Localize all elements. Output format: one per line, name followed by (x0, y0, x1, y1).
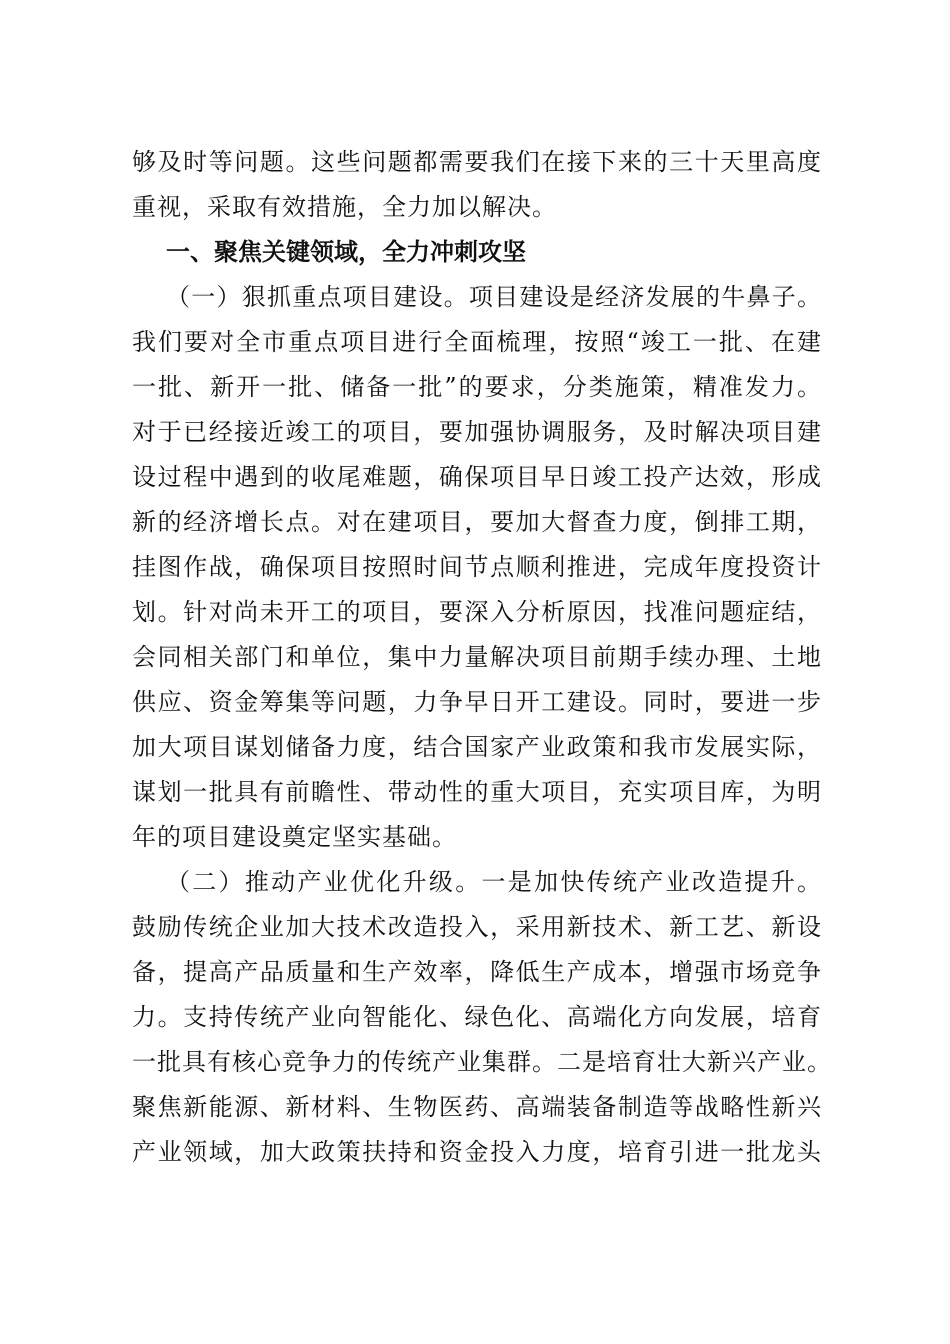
text-line: 够及时等问题。这些问题都需要我们在接下来的三十天里高度 (132, 148, 822, 176)
text-line: 一批具有核心竞争力的传统产业集群。二是培育壮大新兴产业。 (132, 1048, 832, 1076)
text-line: （一）狠抓重点项目建设。项目建设是经济发展的牛鼻子。 (166, 283, 822, 311)
text-line: 谋划一批具有前瞻性、带动性的重大项目，充实项目库，为明 (132, 778, 822, 806)
text-line: 挂图作战，确保项目按照时间节点顺利推进，完成年度投资计 (132, 553, 822, 581)
text-line: 年的项目建设奠定坚实基础。 (132, 823, 457, 851)
text-line: 设过程中遇到的收尾难题，确保项目早日竣工投产达效，形成 (132, 463, 822, 491)
text-line: 重视，采取有效措施，全力加以解决。 (132, 193, 557, 221)
text-line: （二）推动产业优化升级。一是加快传统产业改造提升。 (166, 868, 822, 896)
text-line: 聚焦新能源、新材料、生物医药、高端装备制造等战略性新兴 (132, 1093, 822, 1121)
text-line: 供应、资金筹集等问题，力争早日开工建设。同时，要进一步 (132, 688, 822, 716)
text-line: 对于已经接近竣工的项目，要加强协调服务，及时解决项目建 (132, 418, 822, 446)
section-heading: 一、聚焦关键领域，全力冲刺攻坚 (166, 238, 526, 266)
text-line: 产业领域，加大政策扶持和资金投入力度，培育引进一批龙头 (132, 1138, 822, 1166)
text-line: 力。支持传统产业向智能化、绿色化、高端化方向发展，培育 (132, 1003, 822, 1031)
text-line: 鼓励传统企业加大技术改造投入，采用新技术、新工艺、新设 (132, 913, 822, 941)
text-line: 一批、新开一批、储备一批”的要求，分类施策，精准发力。 (132, 373, 822, 401)
text-line: 加大项目谋划储备力度，结合国家产业政策和我市发展实际， (132, 733, 822, 761)
text-line: 划。针对尚未开工的项目，要深入分析原因，找准问题症结， (132, 598, 822, 626)
text-line: 我们要对全市重点项目进行全面梳理，按照“竣工一批、在建 (132, 328, 822, 356)
text-line: 备，提高产品质量和生产效率，降低生产成本，增强市场竞争 (132, 958, 822, 986)
document-page (132, 140, 832, 1175)
text-line: 会同相关部门和单位，集中力量解决项目前期手续办理、土地 (132, 643, 822, 671)
text-line: 新的经济增长点。对在建项目，要加大督查力度，倒排工期， (132, 508, 822, 536)
